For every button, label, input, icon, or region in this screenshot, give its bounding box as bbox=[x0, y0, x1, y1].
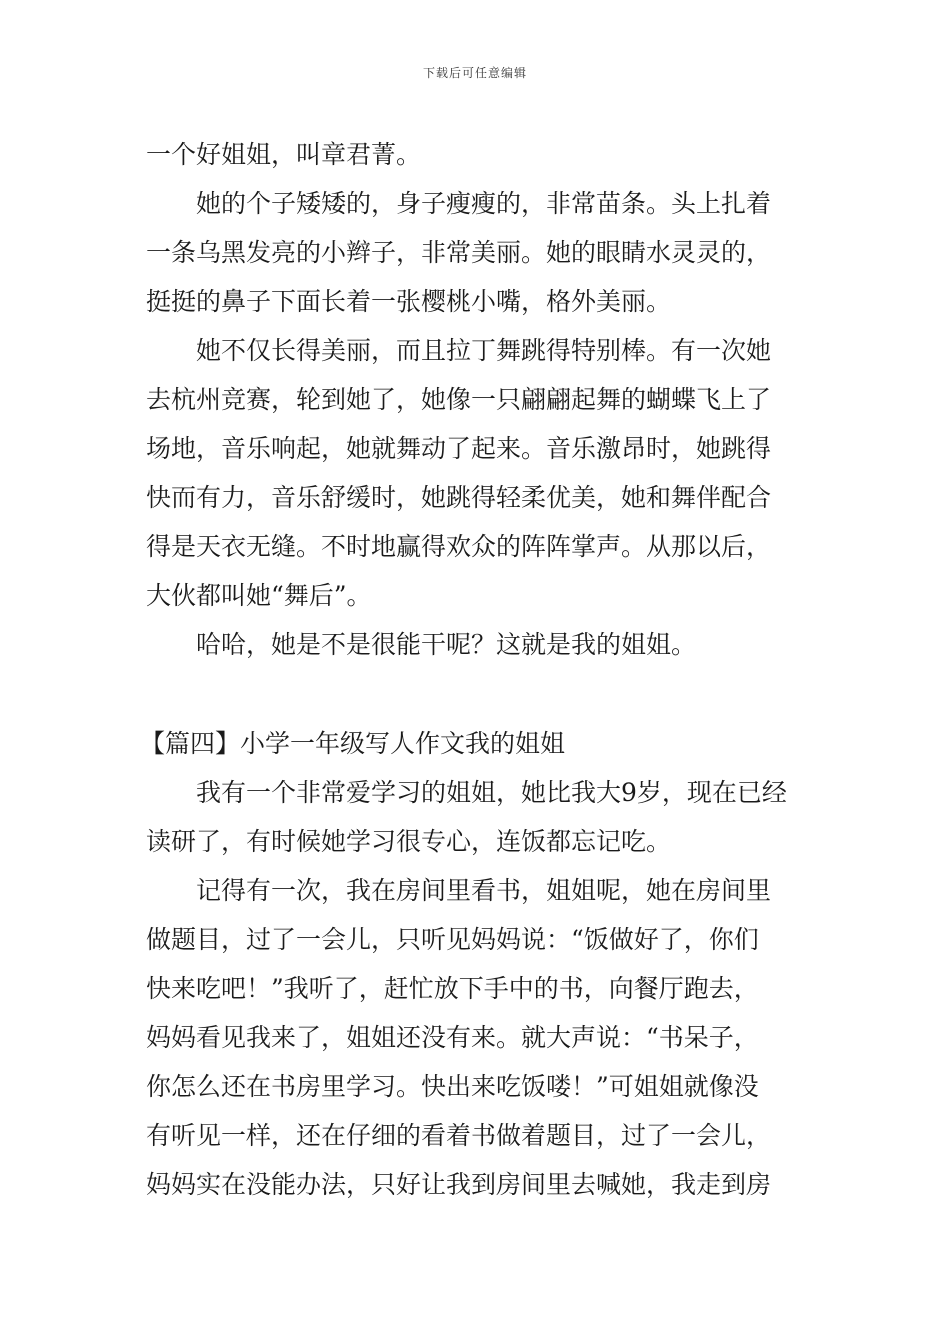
text-line: 场地，音乐响起，她就舞动了起来。音乐激昂时，她跳得 bbox=[146, 434, 772, 463]
text-line: 有听见一样，还在仔细的看着书做着题目，过了一会儿， bbox=[146, 1121, 772, 1150]
text-line: 得是天衣无缝。不时地赢得欢众的阵阵掌声。从那以后， bbox=[146, 532, 772, 561]
text-line: 一条乌黑发亮的小辫子，非常美丽。她的眼睛水灵灵的， bbox=[146, 238, 772, 267]
text-line: 挺挺的鼻子下面长着一张樱桃小嘴，格外美丽。 bbox=[146, 287, 672, 316]
text-line: 妈妈实在没能办法，只好让我到房间里去喊她，我走到房 bbox=[146, 1170, 772, 1199]
text-line: 快而有力，音乐舒缓时，她跳得轻柔优美，她和舞伴配合 bbox=[146, 483, 772, 512]
text-line: 她的个子矮矮的，身子瘦瘦的，非常苗条。头上扎着 bbox=[196, 189, 772, 218]
document-body bbox=[140, 130, 808, 1209]
paragraph-gap bbox=[146, 669, 808, 719]
text-line: 记得有一次，我在房间里看书，姐姐呢，她在房间里 bbox=[196, 876, 772, 905]
text-line: 妈妈看见我来了，姐姐还没有来。就大声说：“书呆子， bbox=[146, 1023, 759, 1052]
text-line: 她不仅长得美丽，而且拉丁舞跳得特别棒。有一次她 bbox=[196, 336, 772, 365]
section-heading: 【篇四】小学一年级写人作文我的姐姐 bbox=[140, 729, 566, 758]
text-line: 你怎么还在书房里学习。快出来吃饭喽！”可姐姐就像没 bbox=[146, 1072, 759, 1101]
text-line: 读研了，有时候她学习很专心，连饭都忘记吃。 bbox=[146, 827, 672, 856]
text-line: 快来吃吧！”我听了，赶忙放下手中的书，向餐厅跑去， bbox=[146, 974, 759, 1003]
text-line: 我有一个非常爱学习的姐姐，她比我大9岁，现在已经 bbox=[196, 778, 787, 807]
text-line: 做题目，过了一会儿，只听见妈妈说：“饭做好了，你们 bbox=[146, 925, 759, 954]
text-line: 一个好姐姐，叫章君菁。 bbox=[146, 140, 422, 169]
page-header: 下载后可任意编辑 bbox=[422, 66, 527, 80]
text-line: 哈哈，她是不是很能干呢？这就是我的姐姐。 bbox=[196, 630, 697, 659]
text-line: 大伙都叫她“舞后”。 bbox=[146, 581, 372, 610]
text-line: 去杭州竞赛，轮到她了，她像一只翩翩起舞的蝴蝶飞上了 bbox=[146, 385, 772, 414]
